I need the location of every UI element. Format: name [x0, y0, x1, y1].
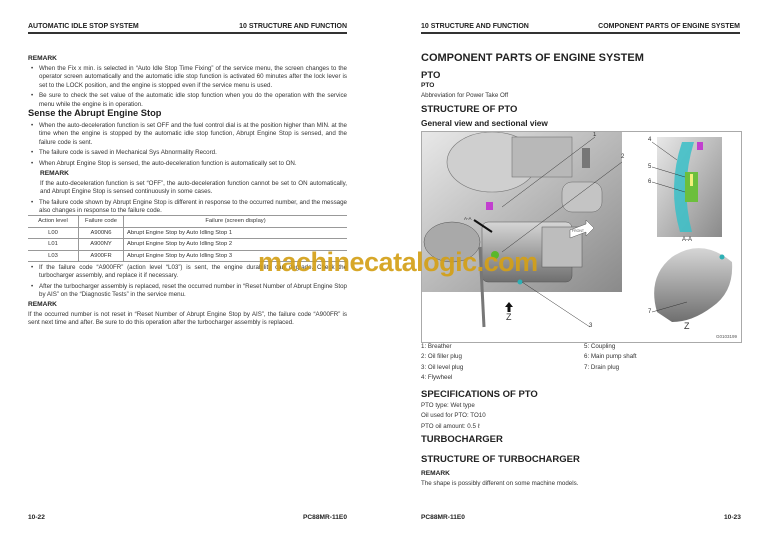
remark-block-1 — [28, 55, 347, 111]
callout-2: 2 — [621, 154, 625, 160]
list-item: • After the turbocharger assembly is replaced, reset the occurred number in “Reset Number of Abrupt Engine Stop by AIS” on the “Diagnostic Tests” in the service menu. — [31, 283, 347, 299]
remark-label: REMARK — [40, 170, 69, 177]
bullet-b: • The failure code shown by Abrupt Engine Stop is different in response to the occurred number, and the message also changes in response to the failure code. — [31, 199, 347, 215]
arrow-label: A-A — [464, 216, 472, 221]
page-number: 10-23 — [724, 514, 741, 521]
list-item: • When the auto-deceleration function is set OFF and the fuel control dial is at the position higher than MIN. at the time when the engine is stopped by the automatic idle stop function, Abrupt Engine Stop is sensed, and the failure code is sent. — [31, 122, 347, 146]
pto-figure — [421, 131, 742, 343]
pto-subheading: PTO — [421, 82, 435, 89]
callout-3: 3 — [589, 323, 593, 329]
running-header-left: 10 STRUCTURE AND FUNCTION — [421, 23, 529, 30]
remark-block-3 — [28, 301, 347, 328]
engine-illustration — [422, 132, 741, 342]
section-heading: Sense the Abrupt Engine Stop — [28, 108, 162, 118]
header-rule — [421, 32, 740, 34]
remark-text: If the occurred number is not reset in “Reset Number of Abrupt Engine Stop by AIS”, the failure code “A900FR” is sent next time and after. Be sure to do this operation after the turbocharger assembly is replaced. — [28, 311, 347, 327]
section-label: A-A — [682, 237, 693, 243]
view-heading: General view and sectional view — [421, 118, 548, 128]
table-row: L01 A900NY Abrupt Engine Stop by Auto Idling Stop 2 — [28, 239, 347, 251]
turbo-remark-label: REMARK — [421, 470, 450, 477]
remark-bullet: • When the Fix x min. is selected in “Auto Idle Stop Time Fixing” of the service menu, the screen changes to the operator screen automatically and the automatic idle stop function is activated 60 minutes after the lock lever is set to the LOCK position, and the engine is stopped even if the service menu is used. — [31, 65, 347, 89]
remark-label: REMARK — [28, 55, 57, 62]
turbo-structure-heading: STRUCTURE OF TURBOCHARGER — [421, 454, 580, 465]
callout-1: 1 — [593, 132, 597, 138]
callout-7: 7 — [648, 309, 652, 315]
turbo-remark-text: The shape is possibly different on some machine models. — [421, 480, 579, 487]
remark-bullet: • Be sure to check the set value of the automatic idle stop function when you do the operation with the service menu while the engine is in operation. — [31, 92, 347, 108]
pto-heading: PTO — [421, 70, 441, 81]
specs-heading: SPECIFICATIONS OF PTO — [421, 389, 538, 400]
remark-label: REMARK — [28, 301, 57, 308]
pto-definition: Abbreviation for Power Take Off — [421, 92, 509, 99]
remark-block-2 — [40, 170, 347, 197]
list-item: • The failure code is saved in Mechanical Sys Abnormality Record. — [31, 149, 217, 157]
figure-id: G0103199 — [715, 334, 737, 339]
structure-heading: STRUCTURE OF PTO — [421, 104, 518, 115]
svg-text:FRONT: FRONT — [572, 229, 585, 233]
list-item: • If the failure code “A900FR” (action level “L03”) is sent, the engine durability can degrade. Check the turbocharger assembly, and replace it if necessary. — [31, 264, 347, 280]
specs-list: PTO type: Wet type Oil used for PTO: TO10 PTO oil amount: 0.5 ℓ — [421, 402, 486, 430]
header-rule — [28, 32, 347, 34]
table-row: L03 A900FR Abrupt Engine Stop by Auto Idling Stop 3 — [28, 250, 347, 262]
running-header-left: AUTOMATIC IDLE STOP SYSTEM — [28, 23, 139, 30]
turbocharger-heading: TURBOCHARGER — [421, 434, 503, 445]
callout-4: 4 — [648, 137, 652, 143]
running-header-right: 10 STRUCTURE AND FUNCTION — [239, 23, 347, 30]
legend-col-1: 1: Breather 2: Oil filler plug 3: Oil level plug 4: Flywheel — [421, 343, 464, 381]
remark-text: If the auto-deceleration function is set “OFF”, the auto-deceleration function cannot be set to ON automatically, and Abrupt Engine Stop is sensed continuously in some cases. — [40, 180, 347, 196]
table-row: L00 A900N6 Abrupt Engine Stop by Auto Idling Stop 1 — [28, 227, 347, 239]
legend-col-2: 5: Coupling 6: Main pump shaft 7: Drain plug — [584, 343, 637, 371]
view-label-z-detail: Z — [684, 321, 690, 331]
view-label-z: Z — [506, 312, 512, 322]
model-code: PC88MR-11E0 — [303, 514, 347, 521]
list-item: • When Abrupt Engine Stop is sensed, the auto-deceleration function is automatically set to ON. — [31, 160, 297, 168]
callout-6: 6 — [648, 179, 652, 185]
running-header-right: COMPONENT PARTS OF ENGINE SYSTEM — [598, 23, 740, 30]
model-code: PC88MR-11E0 — [421, 514, 465, 521]
page-number: 10-22 — [28, 514, 45, 521]
watermark: machinecatalogic.com — [258, 247, 538, 277]
bullet-list-a — [28, 122, 347, 171]
callout-5: 5 — [648, 164, 652, 170]
table-header-row: Action level Failure code Failure (screen display) — [28, 216, 347, 228]
page-title: COMPONENT PARTS OF ENGINE SYSTEM — [421, 52, 644, 64]
